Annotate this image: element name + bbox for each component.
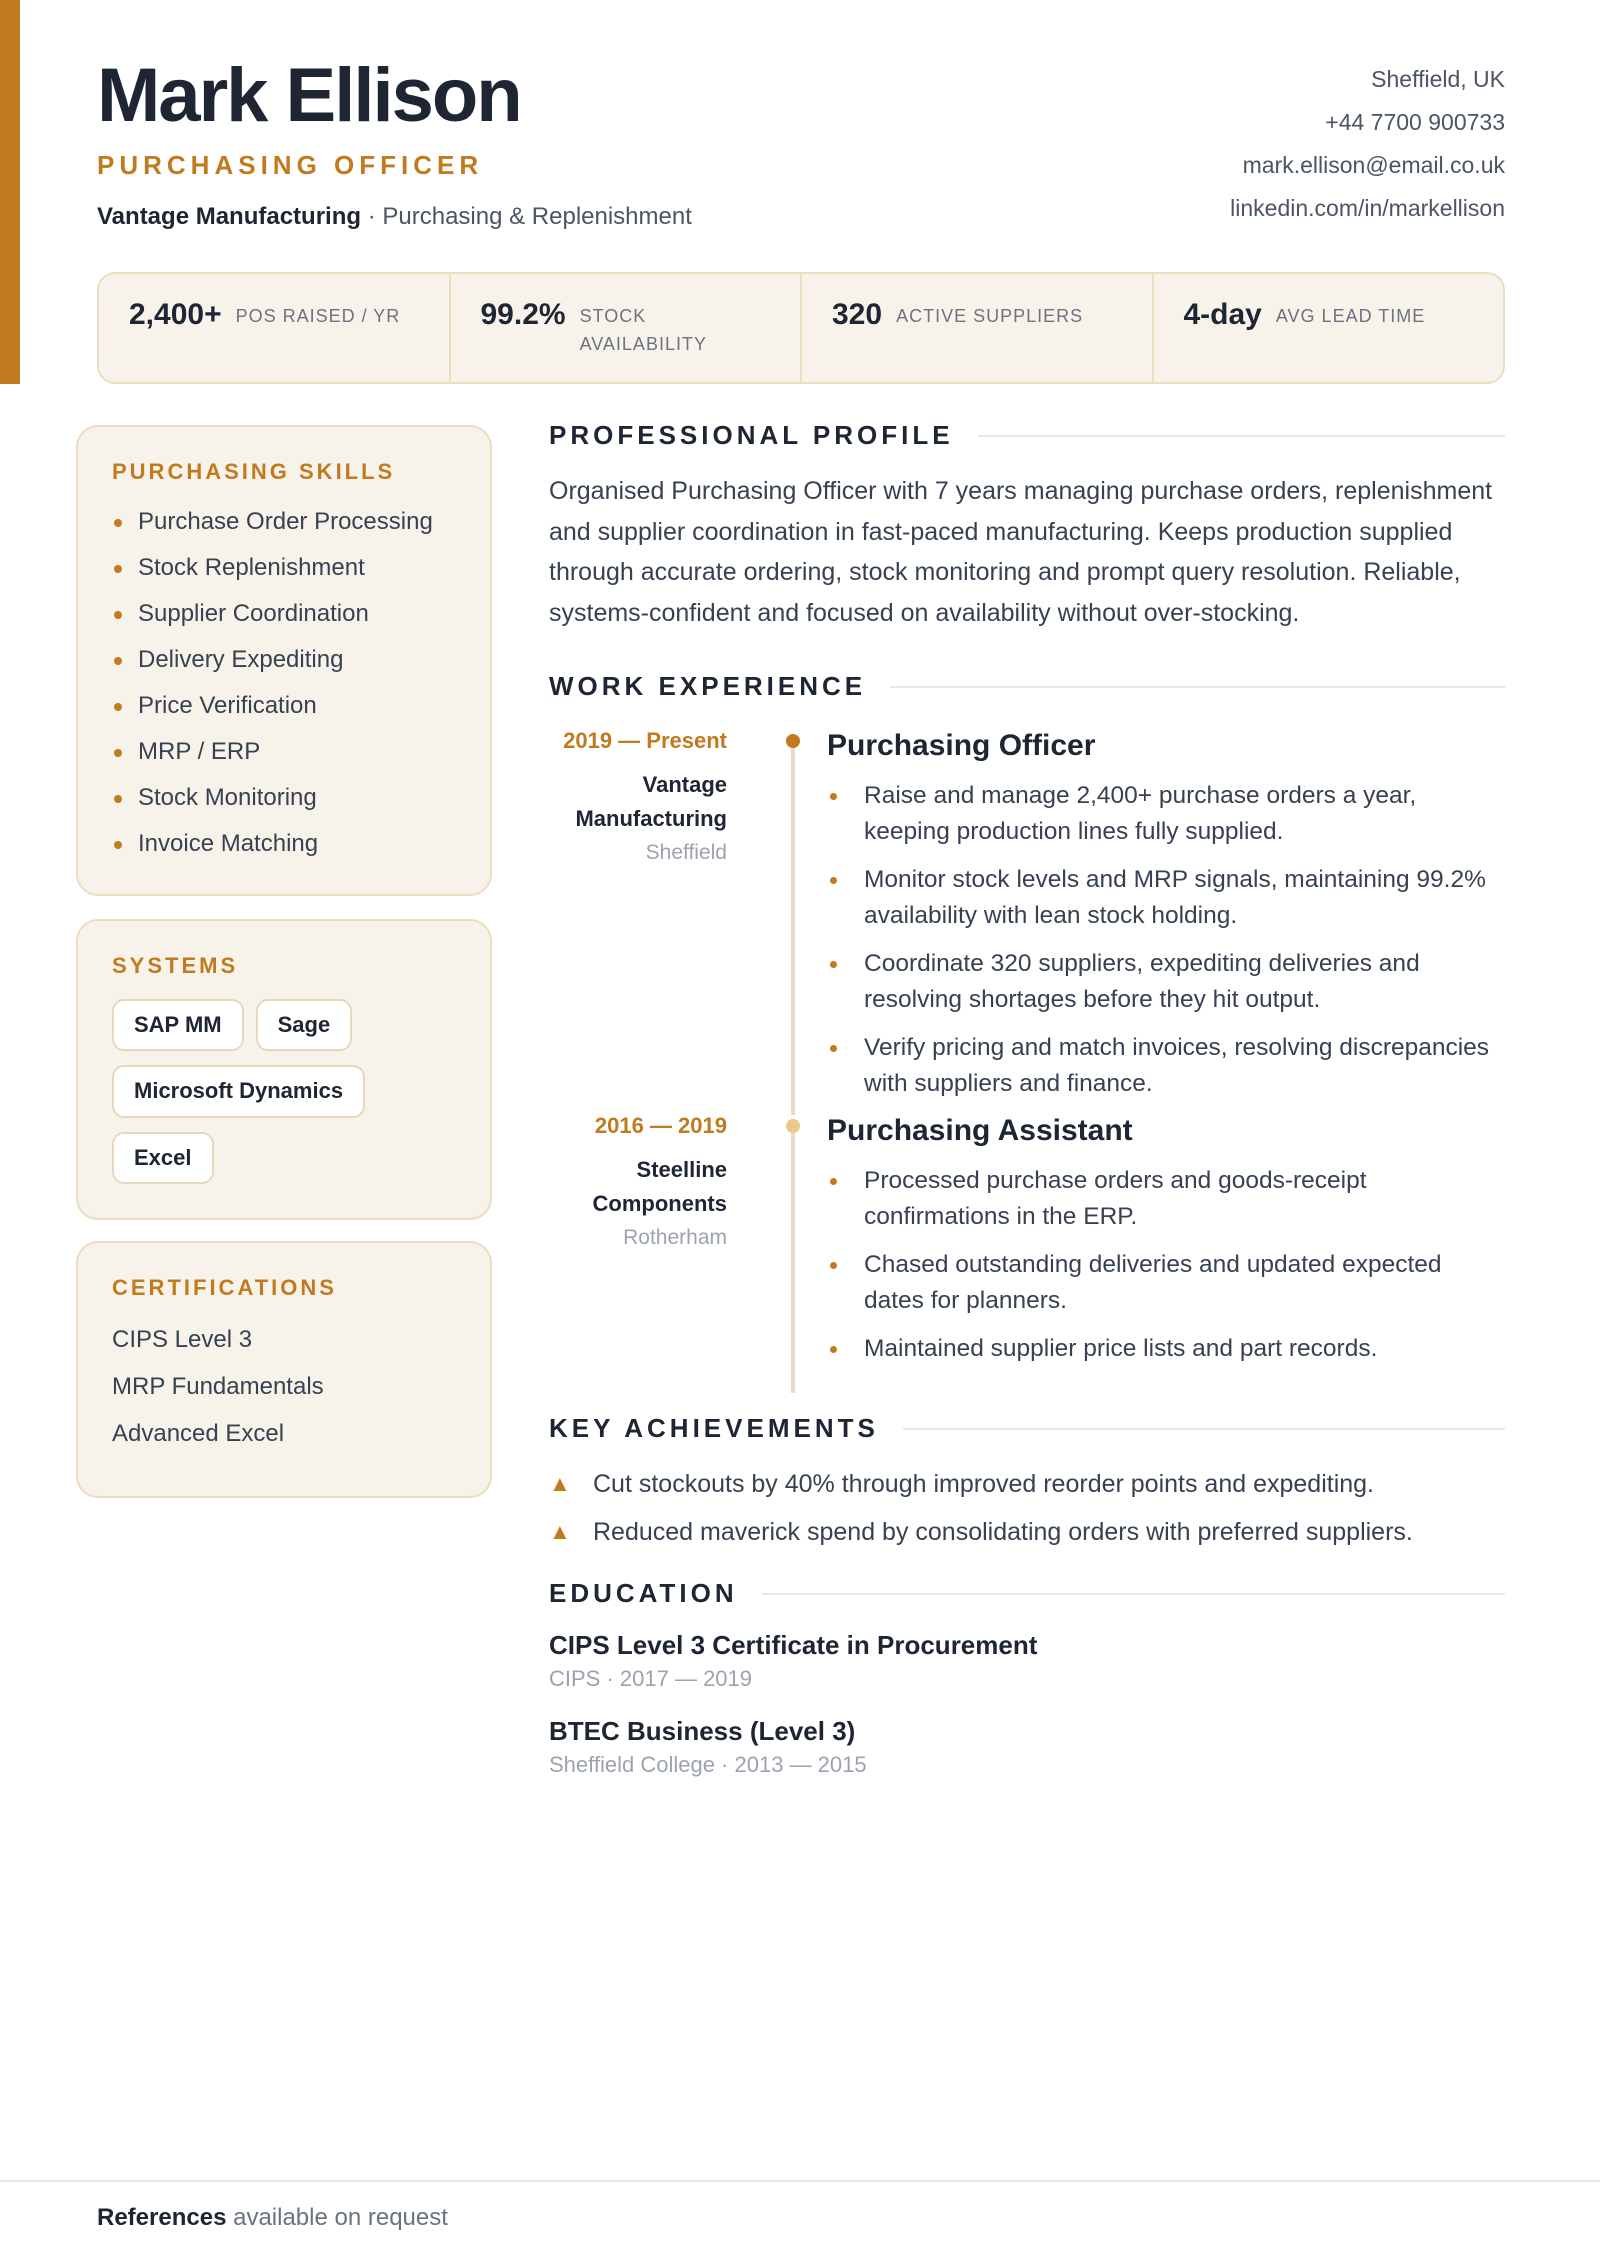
accent-bar — [0, 0, 20, 384]
skill-item: Stock Monitoring — [112, 781, 456, 827]
job-role: PURCHASING OFFICER — [97, 150, 484, 180]
job-title: Purchasing Assistant — [827, 1114, 1133, 1147]
job-entry — [549, 1113, 1505, 1413]
department: Purchasing & Replenishment — [382, 203, 692, 230]
job-bullet: Raise and manage 2,400+ purchase orders a year, keeping production lines fully supplied. — [827, 778, 1505, 850]
systems-card — [76, 919, 492, 1220]
timeline-line — [791, 1125, 795, 1393]
job-entry — [549, 728, 1505, 1113]
contact-location: Sheffield, UK — [1371, 66, 1505, 92]
stats-bar — [97, 272, 1505, 384]
skill-item: MRP / ERP — [112, 735, 456, 781]
system-chip: Microsoft Dynamics — [112, 1065, 365, 1117]
education-item-sub: Sheffield College · 2013 — 2015 — [549, 1752, 867, 1777]
skill-item: Supplier Coordination — [112, 597, 456, 643]
job-location: Rotherham — [623, 1226, 727, 1249]
job-dates: 2019 — Present — [563, 728, 727, 753]
systems-title: SYSTEMS — [112, 953, 239, 978]
education-item-title: BTEC Business (Level 3) — [549, 1716, 856, 1746]
job-dates: 2016 — 2019 — [594, 1113, 727, 1138]
certification-item: CIPS Level 3 — [112, 1326, 253, 1353]
certifications-title: CERTIFICATIONS — [112, 1275, 337, 1300]
timeline-dot — [786, 734, 800, 748]
divider — [978, 435, 1505, 437]
company-line — [97, 203, 692, 232]
stat-active-suppliers — [802, 274, 1154, 382]
job-meta — [549, 728, 759, 1113]
job-bullet: Coordinate 320 suppliers, expediting deliveries and resolving shortages before they hit output. — [827, 946, 1505, 1018]
stat-value: 320 — [832, 298, 883, 331]
job-location: Sheffield — [645, 841, 727, 864]
education-item-title: CIPS Level 3 Certificate in Procurement — [549, 1630, 1038, 1660]
certification-item: Advanced Excel — [112, 1420, 285, 1447]
timeline-dot — [786, 1119, 800, 1133]
system-chip: Sage — [256, 999, 353, 1051]
achievements-heading — [549, 1413, 1505, 1444]
job-company: Vantage Manufacturing — [575, 772, 727, 831]
job-bullet: Maintained supplier price lists and part records. — [827, 1331, 1505, 1367]
job-company: Steelline Components — [592, 1157, 727, 1216]
divider — [903, 1428, 1505, 1430]
footer-strong: References — [97, 2204, 227, 2231]
achievement-item — [549, 1466, 1505, 1502]
stat-value: 99.2% — [480, 298, 566, 331]
systems-chips — [112, 999, 402, 1184]
contact-phone[interactable]: +44 7700 900733 — [1325, 109, 1505, 135]
experience-heading — [549, 671, 1505, 702]
education-item-sub: CIPS · 2017 — 2019 — [549, 1666, 753, 1691]
skills-card — [76, 425, 492, 896]
certification-item: MRP Fundamentals — [112, 1373, 324, 1400]
achievement-text: Cut stockouts by 40% through improved reorder points and expediting. — [593, 1470, 1375, 1498]
skills-title: PURCHASING SKILLS — [112, 459, 396, 484]
job-bullet: Chased outstanding deliveries and updated expected dates for planners. — [827, 1247, 1505, 1319]
job-bullet: Processed purchase orders and goods-receipt confirmations in the ERP. — [827, 1163, 1505, 1235]
achievements-title: KEY ACHIEVEMENTS — [549, 1413, 879, 1443]
skill-item: Invoice Matching — [112, 827, 456, 873]
system-chip: SAP MM — [112, 999, 244, 1051]
skill-item: Stock Replenishment — [112, 551, 456, 597]
profile-heading — [549, 420, 1505, 451]
stat-label: AVG LEAD TIME — [1275, 306, 1426, 326]
stat-pos-raised — [99, 274, 451, 382]
education-heading — [549, 1578, 1505, 1609]
footer — [97, 2204, 448, 2232]
contact-block — [1230, 64, 1505, 236]
timeline-line — [791, 738, 795, 1115]
candidate-name: Mark Ellison — [97, 53, 521, 138]
stat-stock-availability — [451, 274, 803, 382]
stat-label: ACTIVE SUPPLIERS — [896, 306, 1084, 326]
job-body — [827, 728, 1505, 1113]
job-bullet: Monitor stock levels and MRP signals, maintaining 99.2% availability with lean stock holding. — [827, 862, 1505, 934]
skill-item: Purchase Order Processing — [112, 505, 456, 551]
current-company: Vantage Manufacturing — [97, 203, 362, 230]
job-body — [827, 1113, 1505, 1413]
divider — [890, 686, 1505, 688]
job-bullet: Verify pricing and match invoices, resolving discrepancies with suppliers and finance. — [827, 1030, 1505, 1102]
certifications-card — [76, 1241, 492, 1498]
experience-title: WORK EXPERIENCE — [549, 671, 867, 701]
header — [97, 50, 1505, 250]
education-title: EDUCATION — [549, 1578, 738, 1608]
job-title: Purchasing Officer — [827, 729, 1096, 762]
triangle-up-icon: ▲ — [549, 1519, 571, 1544]
skill-item: Delivery Expediting — [112, 643, 456, 689]
separator: · — [361, 203, 383, 230]
stat-label: POS RAISED / YR — [235, 306, 401, 326]
main-column — [549, 420, 1505, 1799]
skill-item: Price Verification — [112, 689, 456, 735]
stat-value: 4-day — [1183, 298, 1262, 331]
profile-text: Organised Purchasing Officer with 7 years managing purchase orders, replenishment and supplier coordination in fast-paced manufacturing. Keeps production supplied through accurate ordering, stock monitoring and prompt query resolution. Reliable, systems-confident and focused on availability without over-stocking. — [549, 477, 1493, 627]
divider — [762, 1593, 1505, 1595]
contact-email[interactable]: mark.ellison@email.co.uk — [1242, 152, 1505, 178]
system-chip: Excel — [112, 1132, 214, 1184]
footer-text: available on request — [226, 2204, 448, 2231]
contact-linkedin[interactable]: linkedin.com/in/markellison — [1230, 195, 1505, 221]
profile-title: PROFESSIONAL PROFILE — [549, 420, 954, 450]
triangle-up-icon: ▲ — [549, 1471, 571, 1496]
footer-divider — [0, 2180, 1600, 2182]
stat-value: 2,400+ — [129, 298, 222, 331]
stat-lead-time — [1154, 274, 1504, 382]
achievement-item — [549, 1514, 1505, 1550]
achievement-text: Reduced maverick spend by consolidating orders with preferred suppliers. — [593, 1518, 1413, 1546]
job-meta — [549, 1113, 759, 1413]
stat-label: STOCK AVAILABILITY — [579, 306, 707, 354]
